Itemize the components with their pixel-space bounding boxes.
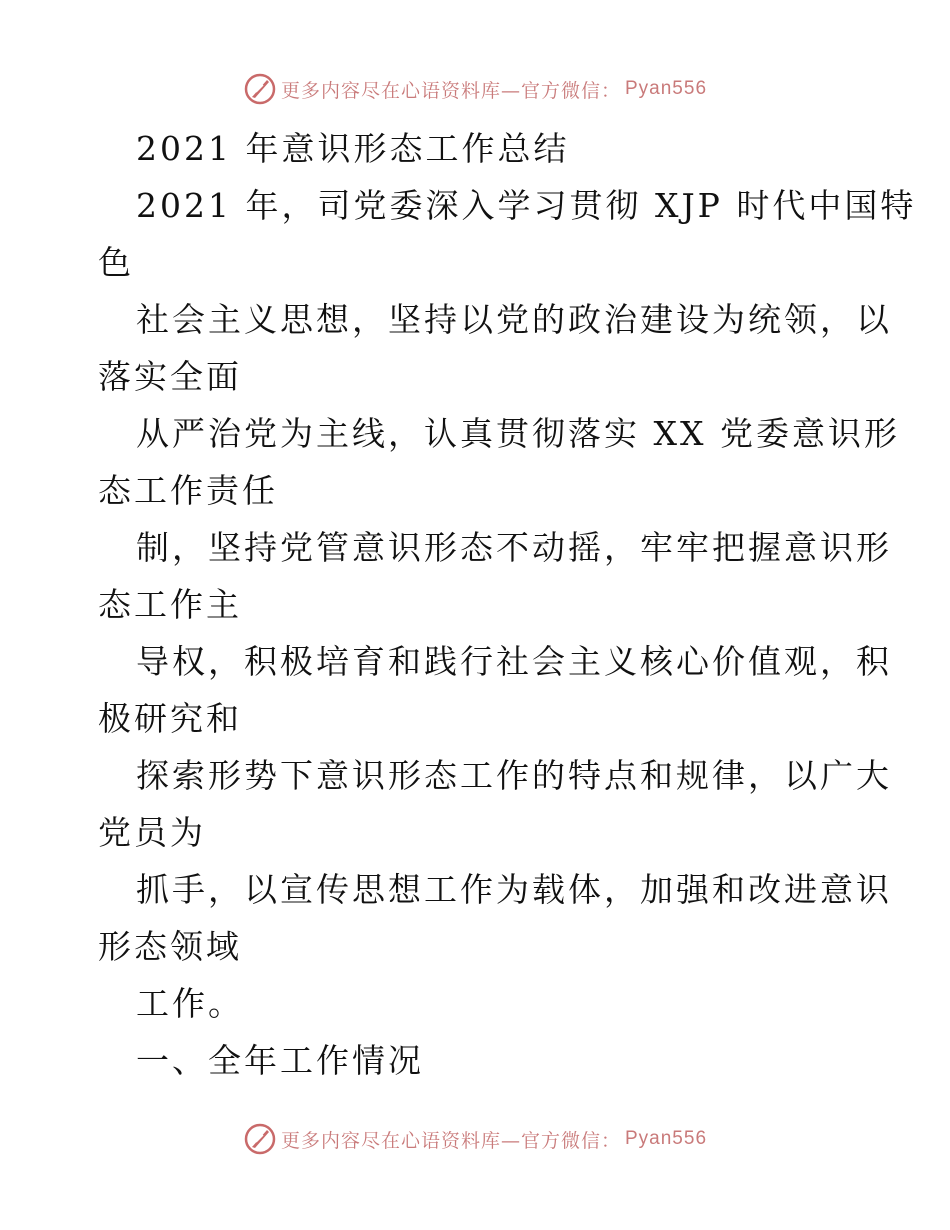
banner-wechat-id: Pyan556 xyxy=(625,78,708,99)
feather-pen-logo-icon xyxy=(243,1122,277,1156)
paragraph-line: 色 xyxy=(98,243,134,282)
paragraph-line: 社会主义思想，坚持以党的政治建设为统领，以 xyxy=(136,300,892,339)
banner-text: 更多内容尽在心语资料库—官方微信： xyxy=(280,79,621,102)
paragraph-line: 从严治党为主线，认真贯彻落实 XX 党委意识形 xyxy=(136,414,900,453)
section-heading: 一、全年工作情况 xyxy=(136,1041,424,1080)
feather-pen-logo-icon xyxy=(243,72,277,106)
paragraph-line: 2021 年，司党委深入学习贯彻 XJP 时代中国特 xyxy=(136,186,917,225)
paragraph-line: 形态领域 xyxy=(98,927,242,966)
document-title: 2021 年意识形态工作总结 xyxy=(136,129,570,168)
banner-wechat-id: Pyan556 xyxy=(625,1128,708,1149)
paragraph-line: 工作。 xyxy=(136,984,244,1023)
footer-watermark-banner xyxy=(0,1122,950,1156)
paragraph-line: 极研究和 xyxy=(98,699,242,738)
paragraph-line: 导权，积极培育和践行社会主义核心价值观，积 xyxy=(136,642,892,681)
paragraph-line: 落实全面 xyxy=(98,357,242,396)
paragraph-line: 态工作主 xyxy=(98,585,242,624)
document-body xyxy=(98,120,917,1089)
banner-text: 更多内容尽在心语资料库—官方微信： xyxy=(280,1129,621,1152)
paragraph-line: 制，坚持党管意识形态不动摇，牢牢把握意识形 xyxy=(136,528,892,567)
paragraph-line: 探索形势下意识形态工作的特点和规律，以广大 xyxy=(136,756,892,795)
header-watermark-banner xyxy=(0,72,950,106)
paragraph-line: 抓手，以宣传思想工作为载体，加强和改进意识 xyxy=(136,870,892,909)
paragraph-line: 党员为 xyxy=(98,813,206,852)
paragraph-line: 态工作责任 xyxy=(98,471,278,510)
